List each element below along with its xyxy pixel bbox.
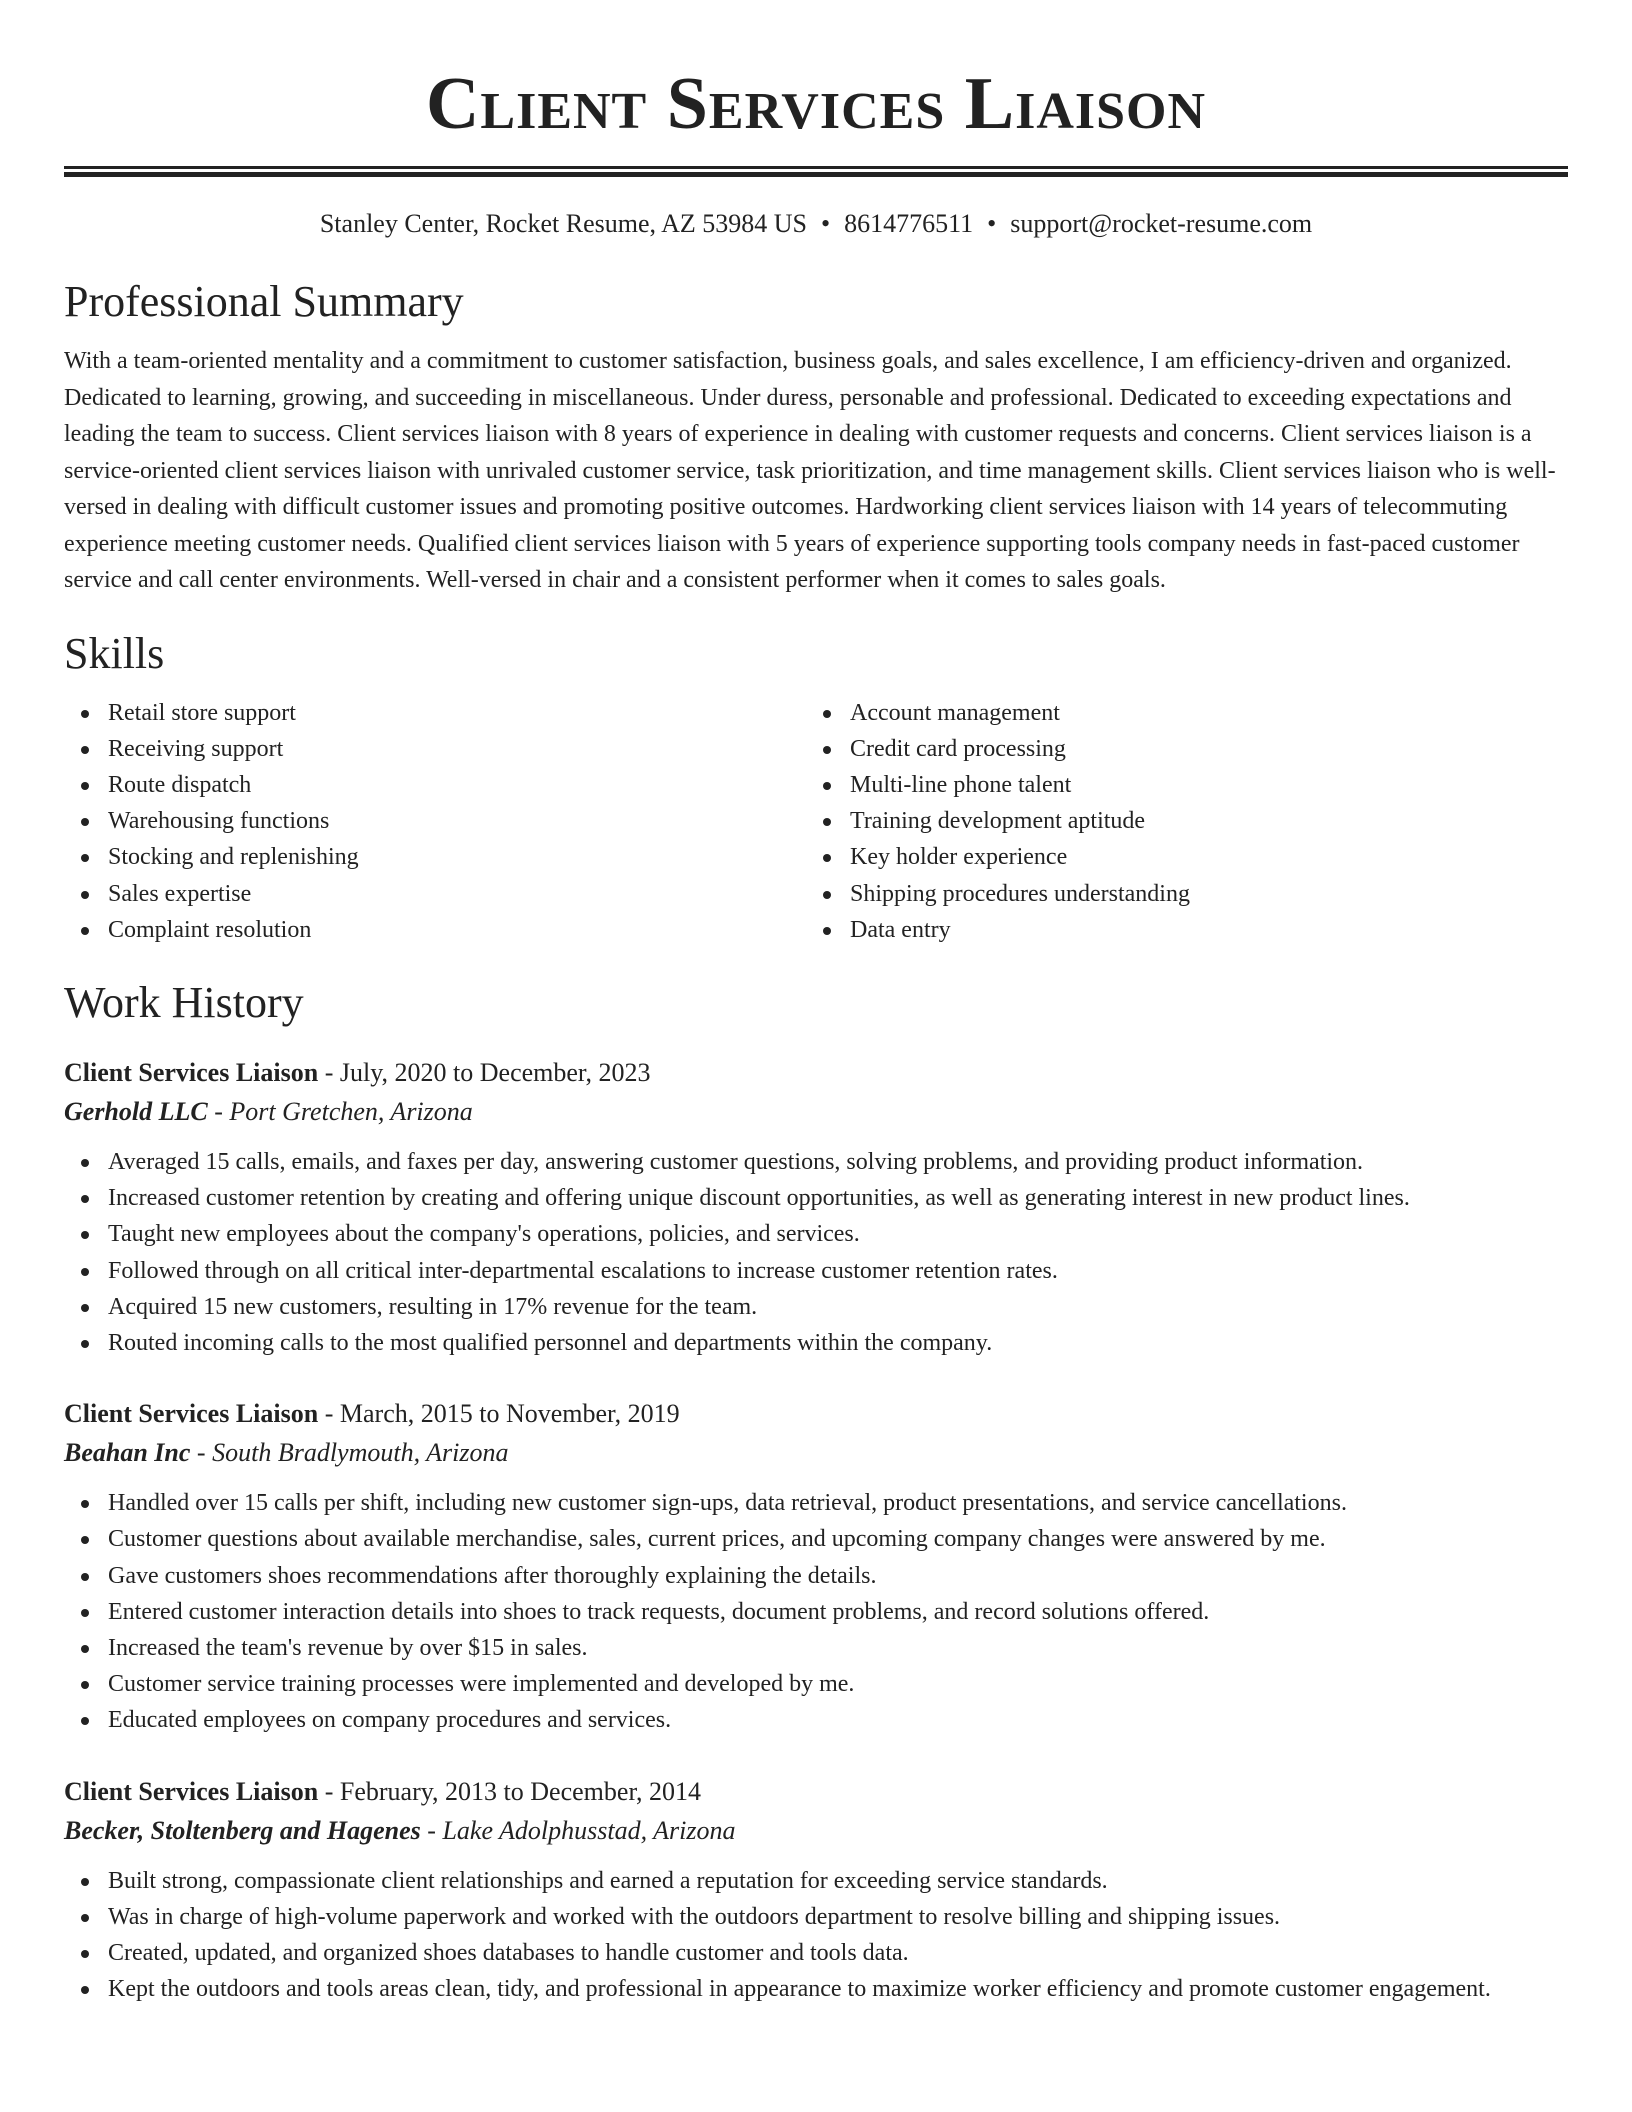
- job-dash: -: [318, 1057, 340, 1087]
- job-dash: -: [318, 1776, 340, 1806]
- job-dash: -: [318, 1399, 340, 1429]
- skills-column-left: [64, 695, 806, 948]
- skill-item: Account management: [806, 695, 1548, 731]
- job-bullet: Built strong, compassionate client relationships and earned a reputation for exceeding service standards.: [64, 1863, 1568, 1899]
- job-title: Client Services Liaison: [64, 1776, 319, 1806]
- job-heading: [64, 1395, 1568, 1433]
- contact-email: support@rocket-resume.com: [1010, 209, 1313, 238]
- skill-item: Sales expertise: [64, 876, 806, 912]
- job-entry: [64, 1395, 1568, 1738]
- skills-column-right: [806, 695, 1548, 948]
- contact-separator: •: [820, 209, 831, 238]
- job-dates: March, 2015 to November, 2019: [339, 1399, 680, 1429]
- job-bullets: [64, 1863, 1568, 2008]
- job-bullets: [64, 1485, 1568, 1738]
- job-bullet: Acquired 15 new customers, resulting in 17% revenue for the team.: [64, 1289, 1568, 1325]
- job-company: Becker, Stoltenberg and Hagenes: [64, 1815, 421, 1845]
- skill-item: Training development aptitude: [806, 803, 1548, 839]
- section-title-skills: Skills: [64, 628, 165, 678]
- job-company: Gerhold LLC: [64, 1096, 208, 1126]
- skill-item: Receiving support: [64, 731, 806, 767]
- contact-address: Stanley Center, Rocket Resume, AZ 53984 US: [319, 209, 807, 238]
- job-bullet: Increased customer retention by creating and offering unique discount opportunities, as well as generating interest in new product lines.: [64, 1180, 1568, 1216]
- job-heading: [64, 1054, 1568, 1092]
- job-heading: [64, 1773, 1568, 1811]
- job-bullet: Gave customers shoes recommendations after thoroughly explaining the details.: [64, 1558, 1568, 1594]
- skill-item: Credit card processing: [806, 731, 1548, 767]
- header-double-rule: [64, 166, 1568, 177]
- section-title-work-history: Work History: [64, 977, 304, 1027]
- job-title: Client Services Liaison: [64, 1057, 319, 1087]
- job-company-line: [64, 1092, 1568, 1132]
- resume-name: Client Services Liaison: [425, 63, 1207, 145]
- skill-item: Stocking and replenishing: [64, 839, 806, 875]
- job-bullet: Averaged 15 calls, emails, and faxes per day, answering customer questions, solving problems, and providing product information.: [64, 1144, 1568, 1180]
- job-entry: [64, 1773, 1568, 2008]
- job-entry: [64, 1054, 1568, 1361]
- skill-item: Retail store support: [64, 695, 806, 731]
- section-title-summary: Professional Summary: [64, 277, 464, 326]
- job-bullet: Increased the team's revenue by over $15 in sales.: [64, 1630, 1568, 1666]
- job-bullet: Followed through on all critical inter-departmental escalations to increase customer retention rates.: [64, 1253, 1568, 1289]
- job-location: Port Gretchen, Arizona: [229, 1096, 473, 1126]
- job-company: Beahan Inc: [64, 1438, 191, 1468]
- contact-separator: •: [987, 209, 997, 238]
- skill-item: Complaint resolution: [64, 912, 806, 948]
- skill-item: Key holder experience: [806, 839, 1548, 875]
- summary-text: With a team-oriented mentality and a commitment to customer satisfaction, business goals, and sales excellence, I am efficiency-driven and organized. Dedicated to learning, growing, and succeeding in miscellaneous. Under duress, personable and professional. Dedicated to exceeding expectations and leading the team to success. Client services liaison with 8 years of experience in dealing with customer requests and concerns. Client services liaison is a service-oriented client services liaison with unrivaled customer service, task prioritization, and time management skills. Client services liaison who is well-versed in dealing with difficult customer issues and promoting positive outcomes. Hardworking client services liaison with 14 years of telecommuting experience meeting customer needs. Qualified client services liaison with 5 years of experience supporting tools company needs in fast-paced customer service and call center environments. Well-versed in chair and a consistent performer when it comes to sales goals.: [64, 348, 1556, 593]
- skill-item: Route dispatch: [64, 767, 806, 803]
- skill-item: Shipping procedures understanding: [806, 876, 1548, 912]
- job-dash: -: [207, 1096, 230, 1126]
- job-bullet: Educated employees on company procedures and services.: [64, 1702, 1568, 1738]
- job-company-line: [64, 1811, 1568, 1851]
- job-bullet: Was in charge of high-volume paperwork and worked with the outdoors department to resolve billing and shipping issues.: [64, 1899, 1568, 1935]
- job-bullet: Created, updated, and organized shoes databases to handle customer and tools data.: [64, 1935, 1568, 1971]
- skill-item: Warehousing functions: [64, 803, 806, 839]
- job-bullet: Entered customer interaction details into shoes to track requests, document problems, and record solutions offered.: [64, 1594, 1568, 1630]
- job-bullet: Kept the outdoors and tools areas clean, tidy, and professional in appearance to maximize worker efficiency and promote customer engagement.: [64, 1971, 1568, 2007]
- skill-item: Data entry: [806, 912, 1548, 948]
- contact-phone: 8614776511: [844, 209, 974, 238]
- job-bullet: Taught new employees about the company's operations, policies, and services.: [64, 1216, 1568, 1252]
- job-bullet: Handled over 15 calls per shift, including new customer sign-ups, data retrieval, product presentations, and service cancellations.: [64, 1485, 1568, 1521]
- resume-page: [64, 0, 1568, 2007]
- job-bullet: Customer service training processes were implemented and developed by me.: [64, 1666, 1568, 1702]
- job-dates: July, 2020 to December, 2023: [339, 1057, 651, 1087]
- job-bullet: Routed incoming calls to the most qualified personnel and departments within the company.: [64, 1325, 1568, 1361]
- job-title: Client Services Liaison: [64, 1399, 319, 1429]
- contact-line: [64, 207, 1568, 241]
- skills-grid: [64, 695, 1568, 948]
- job-location: Lake Adolphusstad, Arizona: [442, 1815, 736, 1845]
- job-company-line: [64, 1433, 1568, 1473]
- job-bullet: Customer questions about available merchandise, sales, current prices, and upcoming company changes were answered by me.: [64, 1521, 1568, 1557]
- job-dash: -: [420, 1815, 443, 1845]
- skill-item: Multi-line phone talent: [806, 767, 1548, 803]
- job-location: South Bradlymouth, Arizona: [212, 1438, 509, 1468]
- job-bullets: [64, 1144, 1568, 1361]
- job-dash: -: [190, 1438, 213, 1468]
- job-dates: February, 2013 to December, 2014: [339, 1776, 702, 1806]
